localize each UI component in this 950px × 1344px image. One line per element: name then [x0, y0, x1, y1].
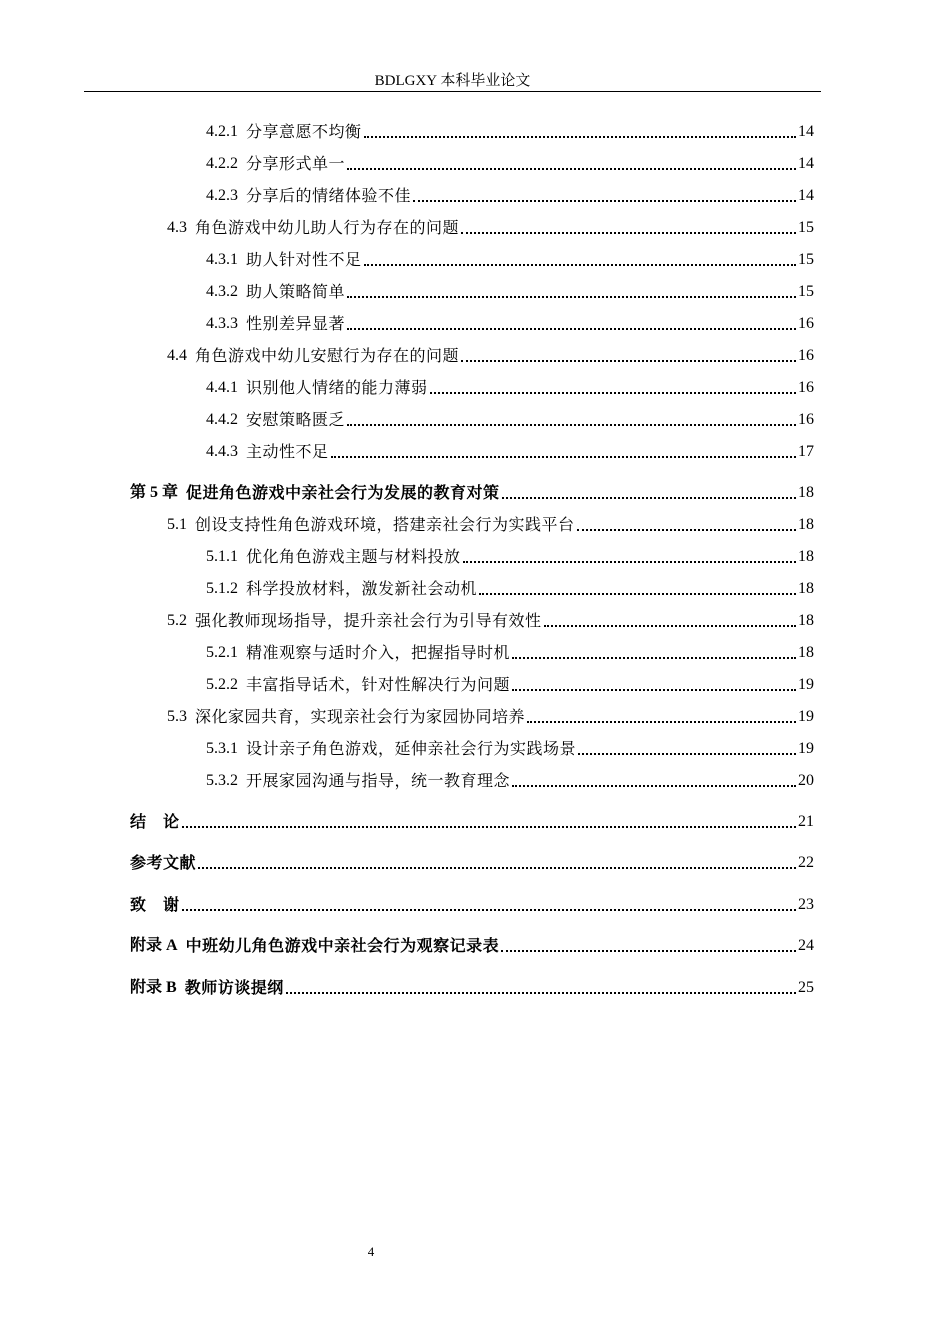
toc-entry-number: 附录 B [130, 979, 177, 996]
toc-entry-number: 5.2 [167, 612, 187, 629]
toc-entry[interactable] [130, 480, 814, 504]
toc-dot-leader [578, 753, 796, 755]
toc-dot-leader [430, 392, 796, 394]
toc-entry[interactable] [206, 407, 814, 431]
toc-dot-leader [461, 232, 796, 234]
toc-entry-title: 分享形式单一 [246, 154, 346, 173]
toc-entry-page: 16 [798, 347, 814, 364]
toc-entry[interactable] [206, 544, 814, 568]
toc-entry[interactable] [206, 375, 814, 399]
toc-entry-page: 18 [798, 644, 814, 661]
toc-entry-title: 设计亲子角色游戏，延伸亲社会行为实践场景 [246, 739, 577, 758]
toc-entry[interactable] [130, 892, 814, 916]
toc-entry[interactable] [206, 279, 814, 303]
toc-entry[interactable] [206, 640, 814, 664]
toc-entry-page: 14 [798, 187, 814, 204]
toc-entry-title: 助人针对性不足 [246, 250, 362, 269]
toc-entry-page: 24 [798, 937, 814, 954]
toc-entry[interactable] [130, 933, 814, 957]
toc-entry[interactable] [130, 850, 814, 874]
toc-entry-title: 性别差异显著 [246, 314, 346, 333]
toc-dot-leader [413, 200, 796, 202]
toc-entry[interactable] [206, 576, 814, 600]
toc-entry-page: 18 [798, 580, 814, 597]
toc-entry-number: 4.3.3 [206, 315, 238, 332]
toc-entry-number: 4.4 [167, 347, 187, 364]
toc-entry-page: 15 [798, 219, 814, 236]
toc-dot-leader [463, 561, 796, 563]
toc-entry-number: 4.3.2 [206, 283, 238, 300]
toc-entry-page: 19 [798, 708, 814, 725]
toc-dot-leader [512, 689, 796, 691]
toc-entry-title: 优化角色游戏主题与材料投放 [246, 547, 461, 566]
toc-entry-page: 25 [798, 979, 814, 996]
toc-dot-leader [347, 328, 796, 330]
toc-entry[interactable] [167, 608, 814, 632]
toc-entry-number: 5.2.1 [206, 644, 238, 661]
toc-entry-title: 参考文献 [130, 853, 197, 872]
toc-entry[interactable] [206, 183, 814, 207]
toc-entry[interactable] [206, 151, 814, 175]
page-header-title: BDLGXY 本科毕业论文 [374, 73, 531, 89]
toc-entry-number: 4.2.1 [206, 123, 238, 140]
toc-entry-page: 23 [798, 896, 814, 913]
toc-entry-page: 18 [798, 548, 814, 565]
toc-entry-number: 4.3.1 [206, 251, 238, 268]
toc-entry-title: 结 论 [130, 812, 180, 831]
toc-entry-title: 安慰策略匮乏 [246, 410, 346, 429]
toc-dot-leader [544, 625, 796, 627]
toc-entry-page: 15 [798, 283, 814, 300]
toc-entry-page: 18 [798, 516, 814, 533]
toc-dot-leader [182, 909, 796, 911]
toc-entry[interactable] [167, 343, 814, 367]
toc-entry-number: 5.2.2 [206, 676, 238, 693]
toc-entry-title: 角色游戏中幼儿安慰行为存在的问题 [195, 346, 460, 365]
toc-entry-page: 22 [798, 854, 814, 871]
toc-entry-page: 19 [798, 740, 814, 757]
toc-dot-leader [461, 360, 796, 362]
toc-entry-number: 4.4.2 [206, 411, 238, 428]
toc-entry-number: 附录 A [130, 937, 178, 954]
toc-entry[interactable] [167, 704, 814, 728]
toc-entry-title: 创设支持性角色游戏环境，搭建亲社会行为实践平台 [195, 515, 575, 534]
toc-entry-page: 19 [798, 676, 814, 693]
toc-entry[interactable] [206, 311, 814, 335]
toc-dot-leader [331, 456, 796, 458]
toc-dot-leader [512, 785, 796, 787]
toc-entry[interactable] [130, 975, 814, 999]
toc-dot-leader [347, 424, 796, 426]
toc-entry-page: 17 [798, 443, 814, 460]
toc-entry-number: 4.4.1 [206, 379, 238, 396]
toc-entry-number: 第 5 章 [130, 484, 179, 501]
toc-entry-title: 开展家园沟通与指导，统一教育理念 [246, 771, 511, 790]
toc-entry[interactable] [167, 215, 814, 239]
toc-entry[interactable] [206, 247, 814, 271]
toc-dot-leader [502, 497, 796, 499]
toc-dot-leader [577, 529, 796, 531]
toc-entry[interactable] [130, 809, 814, 833]
toc-entry-page: 16 [798, 379, 814, 396]
toc-entry-title: 精准观察与适时介入，把握指导时机 [246, 643, 511, 662]
toc-entry-page: 18 [798, 612, 814, 629]
toc-entry-number: 5.1.2 [206, 580, 238, 597]
toc-entry-number: 4.2.3 [206, 187, 238, 204]
toc-entry-title: 分享意愿不均衡 [246, 122, 362, 141]
toc-entry-number: 5.1 [167, 516, 187, 533]
toc-entry-title: 强化教师现场指导，提升亲社会行为引导有效性 [195, 611, 542, 630]
toc-entry-title: 教师访谈提纲 [184, 978, 284, 997]
toc-entry-title: 助人策略简单 [246, 282, 346, 301]
toc-entry-number: 5.3.1 [206, 740, 238, 757]
toc-entry-page: 15 [798, 251, 814, 268]
toc-entry[interactable] [206, 768, 814, 792]
toc-dot-leader [512, 657, 796, 659]
toc-dot-leader [501, 950, 796, 952]
toc-entry-page: 18 [798, 484, 814, 501]
toc-entry-number: 4.2.2 [206, 155, 238, 172]
toc-entry-number: 4.3 [167, 219, 187, 236]
toc-entry-title: 科学投放材料，激发新社会动机 [246, 579, 478, 598]
toc-entry-number: 5.3 [167, 708, 187, 725]
toc-entry-title: 识别他人情绪的能力薄弱 [246, 378, 428, 397]
toc-entry-number: 5.1.1 [206, 548, 238, 565]
toc-entry-title: 角色游戏中幼儿助人行为存在的问题 [195, 218, 460, 237]
toc-dot-leader [198, 867, 796, 869]
toc-dot-leader [347, 296, 796, 298]
toc-entry-page: 20 [798, 772, 814, 789]
toc-entry[interactable] [206, 736, 814, 760]
toc-entry[interactable] [206, 672, 814, 696]
toc-entry-title: 主动性不足 [246, 442, 329, 461]
toc-entry-page: 21 [798, 813, 814, 830]
page-number: 4 [367, 1244, 375, 1259]
toc-dot-leader [364, 264, 796, 266]
toc-entry-title: 促进角色游戏中亲社会行为发展的教育对策 [186, 483, 500, 502]
toc-dot-leader [364, 136, 796, 138]
toc-dot-leader [347, 168, 796, 170]
toc-dot-leader [527, 721, 796, 723]
toc-dot-leader [182, 826, 796, 828]
toc-dot-leader [286, 992, 796, 994]
toc-entry[interactable] [206, 119, 814, 143]
toc-entry[interactable] [206, 439, 814, 463]
toc-dot-leader [479, 593, 796, 595]
toc-entry-page: 14 [798, 155, 814, 172]
toc-entry-page: 14 [798, 123, 814, 140]
toc-entry-title: 丰富指导话术，针对性解决行为问题 [246, 675, 511, 694]
toc-entry-title: 致 谢 [130, 895, 180, 914]
toc-entry-title: 分享后的情绪体验不佳 [246, 186, 412, 205]
toc-entry-number: 4.4.3 [206, 443, 238, 460]
toc-entry-number: 5.3.2 [206, 772, 238, 789]
toc-entry-title: 中班幼儿角色游戏中亲社会行为观察记录表 [185, 936, 500, 955]
toc-entry[interactable] [167, 512, 814, 536]
toc-entry-title: 深化家园共育，实现亲社会行为家园协同培养 [195, 707, 526, 726]
toc-entry-page: 16 [798, 411, 814, 428]
toc-entry-page: 16 [798, 315, 814, 332]
